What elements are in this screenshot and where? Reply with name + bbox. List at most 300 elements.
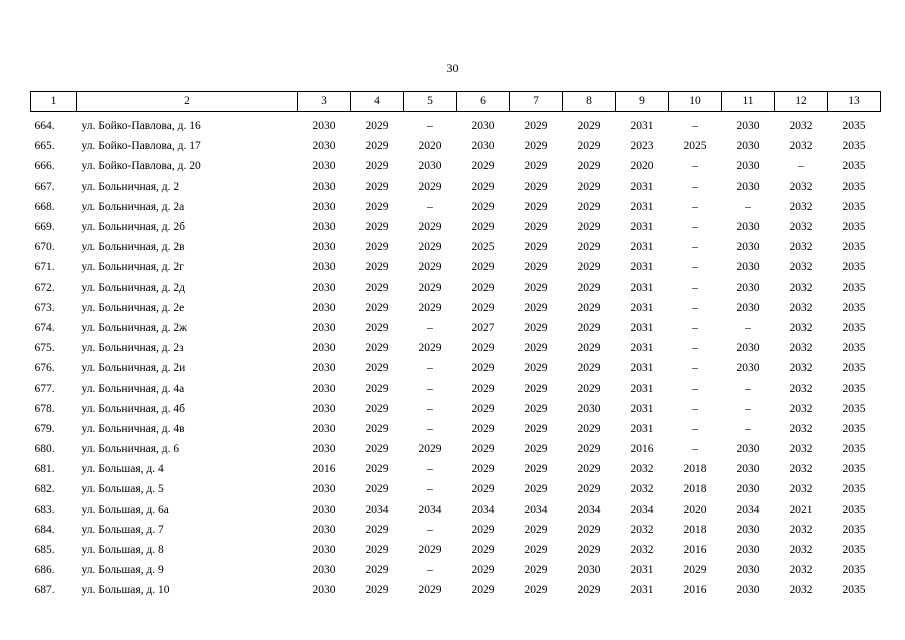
year-cell: 2035 (842, 281, 866, 294)
year-cell: 2029 (524, 180, 548, 193)
year-cell: 2032 (789, 261, 813, 274)
year-cell: 2029 (524, 321, 548, 334)
year-cell: 2029 (683, 564, 707, 577)
year-cell: 2029 (524, 564, 548, 577)
year-cell: 2029 (524, 261, 548, 274)
year-cell: 2029 (524, 443, 548, 456)
year-cell: 2029 (524, 241, 548, 254)
address-cell: ул. Больничная, д. 2а (81, 200, 185, 213)
year-cell: 2029 (365, 584, 389, 597)
year-cell: 2031 (630, 200, 654, 213)
year-cell: – (692, 241, 698, 254)
column-header-13: 13 (828, 92, 881, 112)
table-row (31, 520, 881, 540)
year-cell: 2032 (789, 180, 813, 193)
table-row (31, 177, 881, 197)
year-cell: 2029 (471, 301, 495, 314)
year-cell: 2032 (789, 544, 813, 557)
year-cell: 2029 (365, 180, 389, 193)
year-cell: 2030 (736, 584, 760, 597)
row-number: 676. (34, 362, 55, 375)
table-row (31, 217, 881, 237)
year-cell: 2020 (630, 160, 654, 173)
table-row (31, 156, 881, 176)
year-cell: 2029 (524, 140, 548, 153)
year-cell: 2030 (736, 342, 760, 355)
row-number: 670. (34, 241, 55, 254)
year-cell: 2032 (789, 584, 813, 597)
year-cell: 2030 (312, 160, 336, 173)
year-cell: 2030 (312, 301, 336, 314)
year-cell: – (692, 321, 698, 334)
year-cell: 2035 (842, 483, 866, 496)
year-cell: 2029 (524, 382, 548, 395)
column-header-11: 11 (722, 92, 775, 112)
year-cell: 2031 (630, 180, 654, 193)
table-row (31, 112, 881, 137)
year-cell: 2030 (736, 463, 760, 476)
table-row (31, 580, 881, 600)
year-cell: 2032 (789, 321, 813, 334)
year-cell: 2029 (524, 544, 548, 557)
year-cell: – (692, 261, 698, 274)
table-row (31, 439, 881, 459)
year-cell: 2030 (312, 564, 336, 577)
column-header-6: 6 (457, 92, 510, 112)
column-header-4: 4 (351, 92, 404, 112)
year-cell: – (692, 402, 698, 415)
address-cell: ул. Больничная, д. 2д (81, 281, 186, 294)
year-cell: 2029 (365, 342, 389, 355)
year-cell: – (745, 422, 751, 435)
column-header-7: 7 (510, 92, 563, 112)
row-number: 686. (34, 564, 55, 577)
table-row (31, 419, 881, 439)
year-cell: 2018 (683, 463, 707, 476)
year-cell: 2030 (736, 221, 760, 234)
year-cell: 2029 (577, 463, 601, 476)
address-cell: ул. Больничная, д. 4б (81, 402, 186, 415)
year-cell: 2029 (365, 221, 389, 234)
year-cell: 2029 (471, 483, 495, 496)
year-cell: 2029 (577, 362, 601, 375)
year-cell: 2030 (736, 261, 760, 274)
table-row (31, 378, 881, 398)
year-cell: 2029 (471, 463, 495, 476)
year-cell: 2029 (365, 160, 389, 173)
year-cell: 2029 (577, 321, 601, 334)
year-cell: 2035 (842, 523, 866, 536)
year-cell: 2031 (630, 221, 654, 234)
table-row (31, 257, 881, 277)
year-cell: – (745, 382, 751, 395)
year-cell: 2029 (577, 544, 601, 557)
year-cell: 2035 (842, 160, 866, 173)
year-cell: 2032 (789, 241, 813, 254)
year-cell: 2035 (842, 443, 866, 456)
year-cell: 2029 (577, 221, 601, 234)
address-cell: ул. Большая, д. 4 (81, 463, 164, 476)
address-cell: ул. Больничная, д. 2е (81, 301, 185, 314)
year-cell: 2029 (471, 402, 495, 415)
year-cell: 2031 (630, 321, 654, 334)
year-cell: 2029 (471, 564, 495, 577)
year-cell: 2030 (418, 160, 442, 173)
year-cell: – (798, 160, 804, 173)
row-number: 683. (34, 503, 55, 516)
year-cell: 2029 (577, 584, 601, 597)
year-cell: 2029 (524, 301, 548, 314)
header-row (31, 92, 881, 112)
year-cell: 2029 (418, 584, 442, 597)
year-cell: 2030 (577, 564, 601, 577)
year-cell: 2032 (630, 483, 654, 496)
address-cell: ул. Больничная, д. 2б (81, 221, 186, 234)
year-cell: – (427, 382, 433, 395)
table-row (31, 540, 881, 560)
year-cell: 2035 (842, 544, 866, 557)
address-cell: ул. Больничная, д. 6 (81, 443, 180, 456)
year-cell: 2029 (365, 544, 389, 557)
row-number: 669. (34, 221, 55, 234)
year-cell: 2032 (789, 402, 813, 415)
year-cell: 2018 (683, 523, 707, 536)
year-cell: – (427, 483, 433, 496)
year-cell: 2032 (789, 200, 813, 213)
year-cell: 2029 (365, 523, 389, 536)
address-cell: ул. Большая, д. 8 (81, 544, 164, 557)
year-cell: 2030 (736, 160, 760, 173)
year-cell: 2032 (789, 362, 813, 375)
row-number: 687. (34, 584, 55, 597)
year-cell: 2030 (736, 564, 760, 577)
year-cell: 2030 (312, 180, 336, 193)
year-cell: 2032 (789, 483, 813, 496)
year-cell: 2029 (577, 422, 601, 435)
year-cell: – (692, 362, 698, 375)
year-cell: 2029 (577, 261, 601, 274)
year-cell: 2016 (312, 463, 336, 476)
table-body (31, 112, 881, 601)
year-cell: – (692, 281, 698, 294)
column-header-2: 2 (77, 92, 298, 112)
year-cell: 2030 (312, 342, 336, 355)
year-cell: 2032 (789, 443, 813, 456)
year-cell: 2030 (312, 362, 336, 375)
year-cell: 2029 (524, 402, 548, 415)
year-cell: 2031 (630, 261, 654, 274)
year-cell: 2032 (789, 281, 813, 294)
year-cell: 2034 (736, 503, 760, 516)
year-cell: 2016 (683, 584, 707, 597)
year-cell: 2029 (471, 544, 495, 557)
year-cell: 2029 (365, 301, 389, 314)
year-cell: – (692, 382, 698, 395)
year-cell: 2031 (630, 422, 654, 435)
year-cell: 2030 (736, 120, 760, 133)
year-cell: 2034 (365, 503, 389, 516)
year-cell: 2020 (418, 140, 442, 153)
year-cell: 2035 (842, 301, 866, 314)
year-cell: 2030 (312, 503, 336, 516)
table-row (31, 136, 881, 156)
year-cell: 2034 (524, 503, 548, 516)
row-number: 673. (34, 301, 55, 314)
year-cell: – (427, 321, 433, 334)
row-number: 665. (34, 140, 55, 153)
year-cell: 2035 (842, 362, 866, 375)
year-cell: 2029 (524, 463, 548, 476)
year-cell: 2029 (524, 342, 548, 355)
year-cell: 2029 (577, 241, 601, 254)
address-cell: ул. Больничная, д. 2и (81, 362, 186, 375)
year-cell: 2032 (630, 544, 654, 557)
year-cell: 2030 (312, 281, 336, 294)
table-row (31, 278, 881, 298)
row-number: 666. (34, 160, 55, 173)
year-cell: 2030 (312, 200, 336, 213)
row-number: 667. (34, 180, 55, 193)
year-cell: 2030 (736, 180, 760, 193)
year-cell: 2035 (842, 422, 866, 435)
year-cell: 2029 (524, 120, 548, 133)
year-cell: 2031 (630, 584, 654, 597)
year-cell: 2029 (418, 180, 442, 193)
year-cell: 2030 (736, 523, 760, 536)
row-number: 681. (34, 463, 55, 476)
address-cell: ул. Большая, д. 5 (81, 483, 164, 496)
year-cell: 2029 (365, 382, 389, 395)
column-header-8: 8 (563, 92, 616, 112)
year-cell: 2035 (842, 342, 866, 355)
address-cell: ул. Больничная, д. 2з (81, 342, 184, 355)
year-cell: 2030 (312, 422, 336, 435)
table-row (31, 197, 881, 217)
year-cell: 2035 (842, 140, 866, 153)
year-cell: 2029 (577, 523, 601, 536)
year-cell: 2032 (630, 523, 654, 536)
column-header-10: 10 (669, 92, 722, 112)
year-cell: 2030 (471, 120, 495, 133)
year-cell: 2030 (736, 443, 760, 456)
year-cell: – (692, 342, 698, 355)
row-number: 668. (34, 200, 55, 213)
address-cell: ул. Бойко-Павлова, д. 16 (81, 120, 201, 133)
year-cell: – (692, 120, 698, 133)
year-cell: – (427, 120, 433, 133)
year-cell: 2029 (524, 422, 548, 435)
column-header-1: 1 (31, 92, 77, 112)
year-cell: – (427, 200, 433, 213)
year-cell: – (427, 463, 433, 476)
year-cell: 2029 (365, 402, 389, 415)
year-cell: 2032 (630, 463, 654, 476)
year-cell: 2032 (789, 422, 813, 435)
year-cell: 2029 (471, 261, 495, 274)
year-cell: 2029 (365, 120, 389, 133)
year-cell: – (692, 200, 698, 213)
year-cell: 2029 (577, 140, 601, 153)
year-cell: 2032 (789, 120, 813, 133)
row-number: 671. (34, 261, 55, 274)
table-header (31, 92, 881, 112)
year-cell: 2029 (577, 342, 601, 355)
year-cell: 2029 (471, 584, 495, 597)
year-cell: – (692, 180, 698, 193)
year-cell: 2035 (842, 402, 866, 415)
year-cell: – (427, 523, 433, 536)
year-cell: 2030 (312, 321, 336, 334)
table-row (31, 318, 881, 338)
year-cell: 2016 (630, 443, 654, 456)
row-number: 680. (34, 443, 55, 456)
year-cell: 2029 (524, 483, 548, 496)
year-cell: 2030 (312, 584, 336, 597)
year-cell: 2032 (789, 523, 813, 536)
year-cell: 2016 (683, 544, 707, 557)
year-cell: 2029 (365, 463, 389, 476)
year-cell: 2035 (842, 241, 866, 254)
year-cell: 2020 (683, 503, 707, 516)
year-cell: 2030 (471, 140, 495, 153)
year-cell: 2029 (418, 443, 442, 456)
year-cell: 2031 (630, 120, 654, 133)
address-cell: ул. Большая, д. 6а (81, 503, 169, 516)
year-cell: 2032 (789, 463, 813, 476)
year-cell: 2031 (630, 564, 654, 577)
year-cell: 2030 (736, 281, 760, 294)
column-header-3: 3 (298, 92, 351, 112)
column-header-12: 12 (775, 92, 828, 112)
year-cell: 2030 (312, 261, 336, 274)
year-cell: 2029 (471, 281, 495, 294)
year-cell: – (692, 221, 698, 234)
year-cell: 2023 (630, 140, 654, 153)
year-cell: 2029 (365, 281, 389, 294)
year-cell: 2025 (683, 140, 707, 153)
year-cell: 2029 (577, 200, 601, 213)
address-cell: ул. Больничная, д. 2г (81, 261, 184, 274)
year-cell: 2031 (630, 402, 654, 415)
year-cell: 2029 (524, 200, 548, 213)
address-cell: ул. Больничная, д. 2в (81, 241, 185, 254)
year-cell: – (427, 362, 433, 375)
year-cell: 2032 (789, 382, 813, 395)
year-cell: 2029 (471, 160, 495, 173)
year-cell: 2031 (630, 382, 654, 395)
year-cell: 2030 (736, 362, 760, 375)
year-cell: 2029 (418, 261, 442, 274)
year-cell: 2030 (736, 483, 760, 496)
year-cell: 2029 (365, 241, 389, 254)
year-cell: 2035 (842, 120, 866, 133)
year-cell: 2029 (365, 362, 389, 375)
column-header-5: 5 (404, 92, 457, 112)
year-cell: 2029 (524, 362, 548, 375)
year-cell: 2030 (736, 241, 760, 254)
year-cell: 2029 (577, 483, 601, 496)
table-row (31, 358, 881, 378)
year-cell: 2035 (842, 564, 866, 577)
year-cell: 2035 (842, 180, 866, 193)
year-cell: 2029 (471, 200, 495, 213)
year-cell: 2032 (789, 301, 813, 314)
year-cell: 2029 (471, 422, 495, 435)
schedule-table (30, 91, 881, 601)
address-cell: ул. Больничная, д. 2 (81, 180, 180, 193)
year-cell: 2029 (577, 382, 601, 395)
table-row (31, 399, 881, 419)
year-cell: 2030 (312, 140, 336, 153)
year-cell: 2018 (683, 483, 707, 496)
year-cell: 2029 (471, 523, 495, 536)
year-cell: 2027 (471, 321, 495, 334)
year-cell: 2029 (471, 362, 495, 375)
year-cell: 2032 (789, 221, 813, 234)
year-cell: 2029 (471, 180, 495, 193)
row-number: 682. (34, 483, 55, 496)
year-cell: 2030 (312, 544, 336, 557)
year-cell: 2035 (842, 503, 866, 516)
address-cell: ул. Больничная, д. 4в (81, 422, 185, 435)
year-cell: 2031 (630, 301, 654, 314)
year-cell: 2029 (524, 221, 548, 234)
year-cell: – (427, 564, 433, 577)
row-number: 685. (34, 544, 55, 557)
row-number: 675. (34, 342, 55, 355)
year-cell: 2029 (471, 443, 495, 456)
year-cell: 2029 (418, 301, 442, 314)
year-cell: – (692, 443, 698, 456)
year-cell: 2029 (577, 160, 601, 173)
column-header-9: 9 (616, 92, 669, 112)
year-cell: 2030 (312, 483, 336, 496)
row-number: 664. (34, 120, 55, 133)
year-cell: 2029 (418, 221, 442, 234)
year-cell: 2029 (365, 422, 389, 435)
year-cell: 2032 (789, 140, 813, 153)
year-cell: – (692, 160, 698, 173)
year-cell: 2030 (312, 443, 336, 456)
year-cell: 2029 (577, 281, 601, 294)
year-cell: 2029 (365, 564, 389, 577)
address-cell: ул. Больничная, д. 4а (81, 382, 185, 395)
year-cell: 2030 (736, 140, 760, 153)
year-cell: 2029 (524, 160, 548, 173)
year-cell: 2030 (736, 544, 760, 557)
year-cell: 2029 (524, 523, 548, 536)
year-cell: 2029 (524, 584, 548, 597)
year-cell: 2031 (630, 362, 654, 375)
year-cell: 2035 (842, 463, 866, 476)
year-cell: – (692, 422, 698, 435)
year-cell: 2035 (842, 221, 866, 234)
year-cell: 2029 (365, 321, 389, 334)
year-cell: 2034 (577, 503, 601, 516)
year-cell: 2031 (630, 281, 654, 294)
address-cell: ул. Больничная, д. 2ж (81, 321, 188, 334)
year-cell: 2032 (789, 342, 813, 355)
row-number: 678. (34, 402, 55, 415)
year-cell: 2034 (471, 503, 495, 516)
year-cell: 2031 (630, 342, 654, 355)
address-cell: ул. Бойко-Павлова, д. 17 (81, 140, 201, 153)
year-cell: 2031 (630, 241, 654, 254)
year-cell: – (692, 301, 698, 314)
year-cell: 2032 (789, 564, 813, 577)
table-row (31, 500, 881, 520)
row-number: 674. (34, 321, 55, 334)
